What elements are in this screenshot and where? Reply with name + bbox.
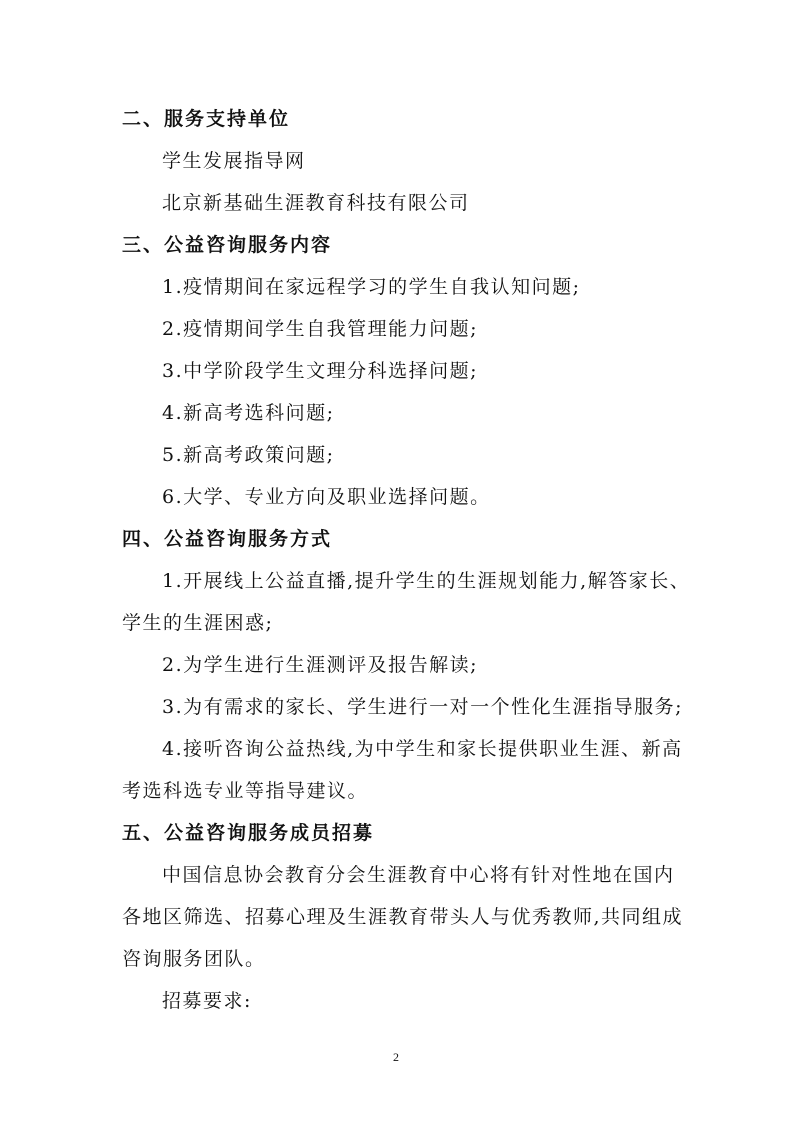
content-item-5: 5.新高考政策问题; <box>162 444 335 466</box>
recruitment-paragraph-line-3: 咨询服务团队。 <box>122 948 266 970</box>
support-unit-2: 北京新基础生涯教育科技有限公司 <box>162 192 470 214</box>
recruitment-paragraph-line-1: 中国信息协会教育分会生涯教育中心将有针对性地在国内 <box>162 864 675 886</box>
section-heading-recruitment: 五、公益咨询服务成员招募 <box>122 822 375 844</box>
section-heading-consulting-methods: 四、公益咨询服务方式 <box>122 528 333 550</box>
method-item-4-line-2: 考选科选专业等指导建议。 <box>122 780 369 802</box>
content-item-6: 6.大学、专业方向及职业选择问题。 <box>162 486 491 508</box>
method-item-1-line-2: 学生的生涯困惑; <box>122 612 274 634</box>
section-heading-consulting-content: 三、公益咨询服务内容 <box>122 234 333 256</box>
recruitment-requirements-label: 招募要求: <box>162 990 252 1012</box>
recruitment-paragraph-line-2: 各地区筛选、招募心理及生涯教育带头人与优秀教师,共同组成 <box>122 906 684 928</box>
section-heading-service-support: 二、服务支持单位 <box>122 108 291 130</box>
method-item-3: 3.为有需求的家长、学生进行一对一个性化生涯指导服务; <box>162 696 684 718</box>
method-item-1-line-1: 1.开展线上公益直播,提升学生的生涯规划能力,解答家长、 <box>162 570 691 592</box>
content-item-4: 4.新高考选科问题; <box>162 402 335 424</box>
content-item-3: 3.中学阶段学生文理分科选择问题; <box>162 360 479 382</box>
support-unit-1: 学生发展指导网 <box>162 150 306 172</box>
page-number: 2 <box>393 1050 399 1064</box>
content-item-1: 1.疫情期间在家远程学习的学生自我认知问题; <box>162 276 581 298</box>
content-item-2: 2.疫情期间学生自我管理能力问题; <box>162 318 479 340</box>
method-item-4-line-1: 4.接听咨询公益热线,为中学生和家长提供职业生涯、新高 <box>162 738 683 760</box>
method-item-2: 2.为学生进行生涯测评及报告解读; <box>162 654 479 676</box>
